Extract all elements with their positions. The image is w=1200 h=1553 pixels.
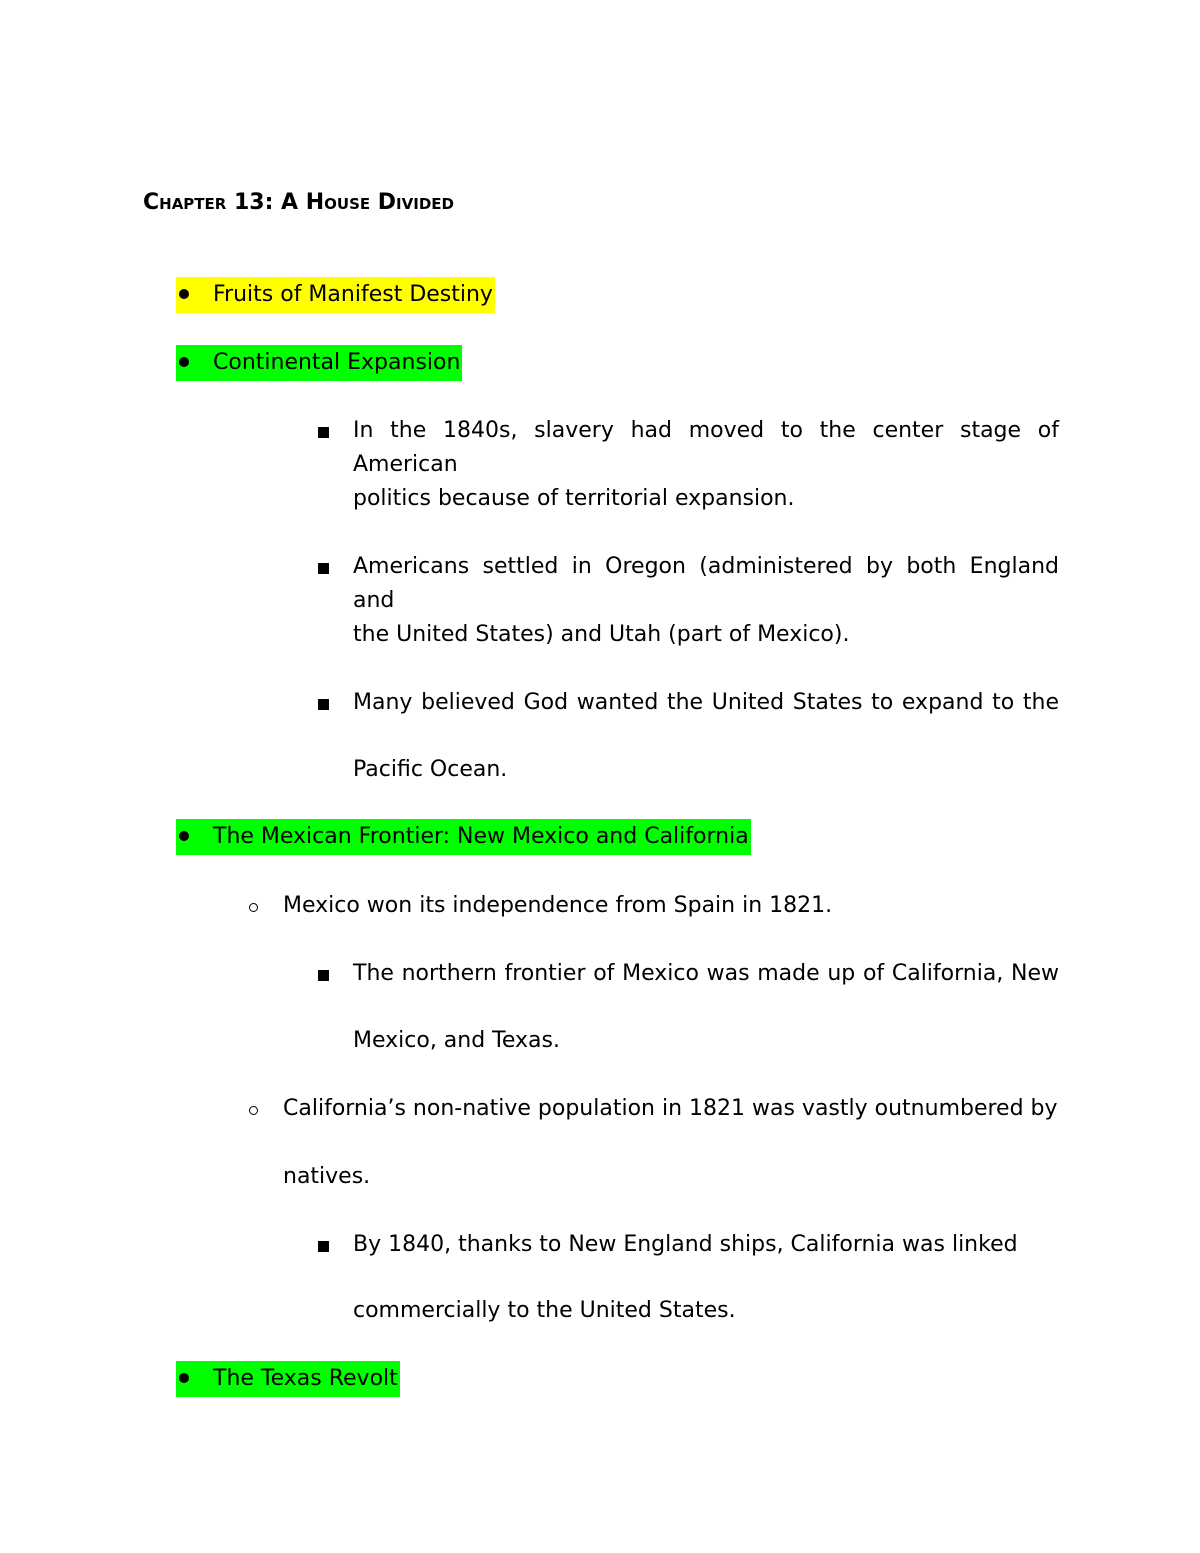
list-item-text: the United States) and Utah (part of Mexico). (353, 622, 850, 647)
list-item-text: natives. (283, 1164, 371, 1189)
list-item-text: Many believed God wanted the United States to expand to the (353, 690, 1059, 715)
list-item-text: commercially to the United States. (353, 1298, 736, 1323)
list-item-text: Americans settled in Oregon (administered by both England and (353, 554, 1059, 613)
list-item-text: The northern frontier of Mexico was made up of California, New (353, 961, 1059, 986)
heading-mexican-frontier (176, 819, 751, 855)
highlight-green (176, 819, 751, 855)
highlight-yellow (176, 277, 495, 313)
heading-text: Continental Expansion (213, 350, 461, 375)
filled-square-bullet-icon (318, 970, 329, 981)
hollow-circle-bullet-icon (249, 903, 258, 912)
filled-square-bullet-icon (318, 563, 329, 574)
list-item-text: California’s non-native population in 1821 was vastly outnumbered by (283, 1096, 1058, 1121)
heading-texas-revolt (176, 1361, 400, 1397)
chapter-title: Chapter 13: A House Divided (143, 190, 454, 215)
highlight-green (176, 345, 462, 381)
heading-fruits-of-manifest-destiny (176, 277, 495, 313)
highlight-green (176, 1361, 400, 1397)
filled-circle-bullet-icon (179, 1373, 189, 1383)
heading-continental-expansion (176, 345, 462, 381)
list-item-text: In the 1840s, slavery had moved to the center stage of American (353, 418, 1059, 477)
filled-square-bullet-icon (318, 427, 329, 438)
hollow-circle-bullet-icon (249, 1106, 258, 1115)
list-item-text: politics because of territorial expansion. (353, 486, 795, 511)
filled-circle-bullet-icon (179, 357, 189, 367)
heading-text: The Texas Revolt (213, 1366, 398, 1391)
heading-text: The Mexican Frontier: New Mexico and California (213, 824, 749, 849)
list-item-text: Mexico, and Texas. (353, 1028, 560, 1053)
list-item-text: By 1840, thanks to New England ships, California was linked (353, 1232, 1018, 1257)
heading-text: Fruits of Manifest Destiny (213, 282, 493, 307)
list-item-text: Pacific Ocean. (353, 757, 508, 782)
filled-square-bullet-icon (318, 699, 329, 710)
list-item-text: Mexico won its independence from Spain in 1821. (283, 893, 833, 918)
filled-square-bullet-icon (318, 1241, 329, 1252)
filled-circle-bullet-icon (179, 831, 189, 841)
filled-circle-bullet-icon (179, 289, 189, 299)
